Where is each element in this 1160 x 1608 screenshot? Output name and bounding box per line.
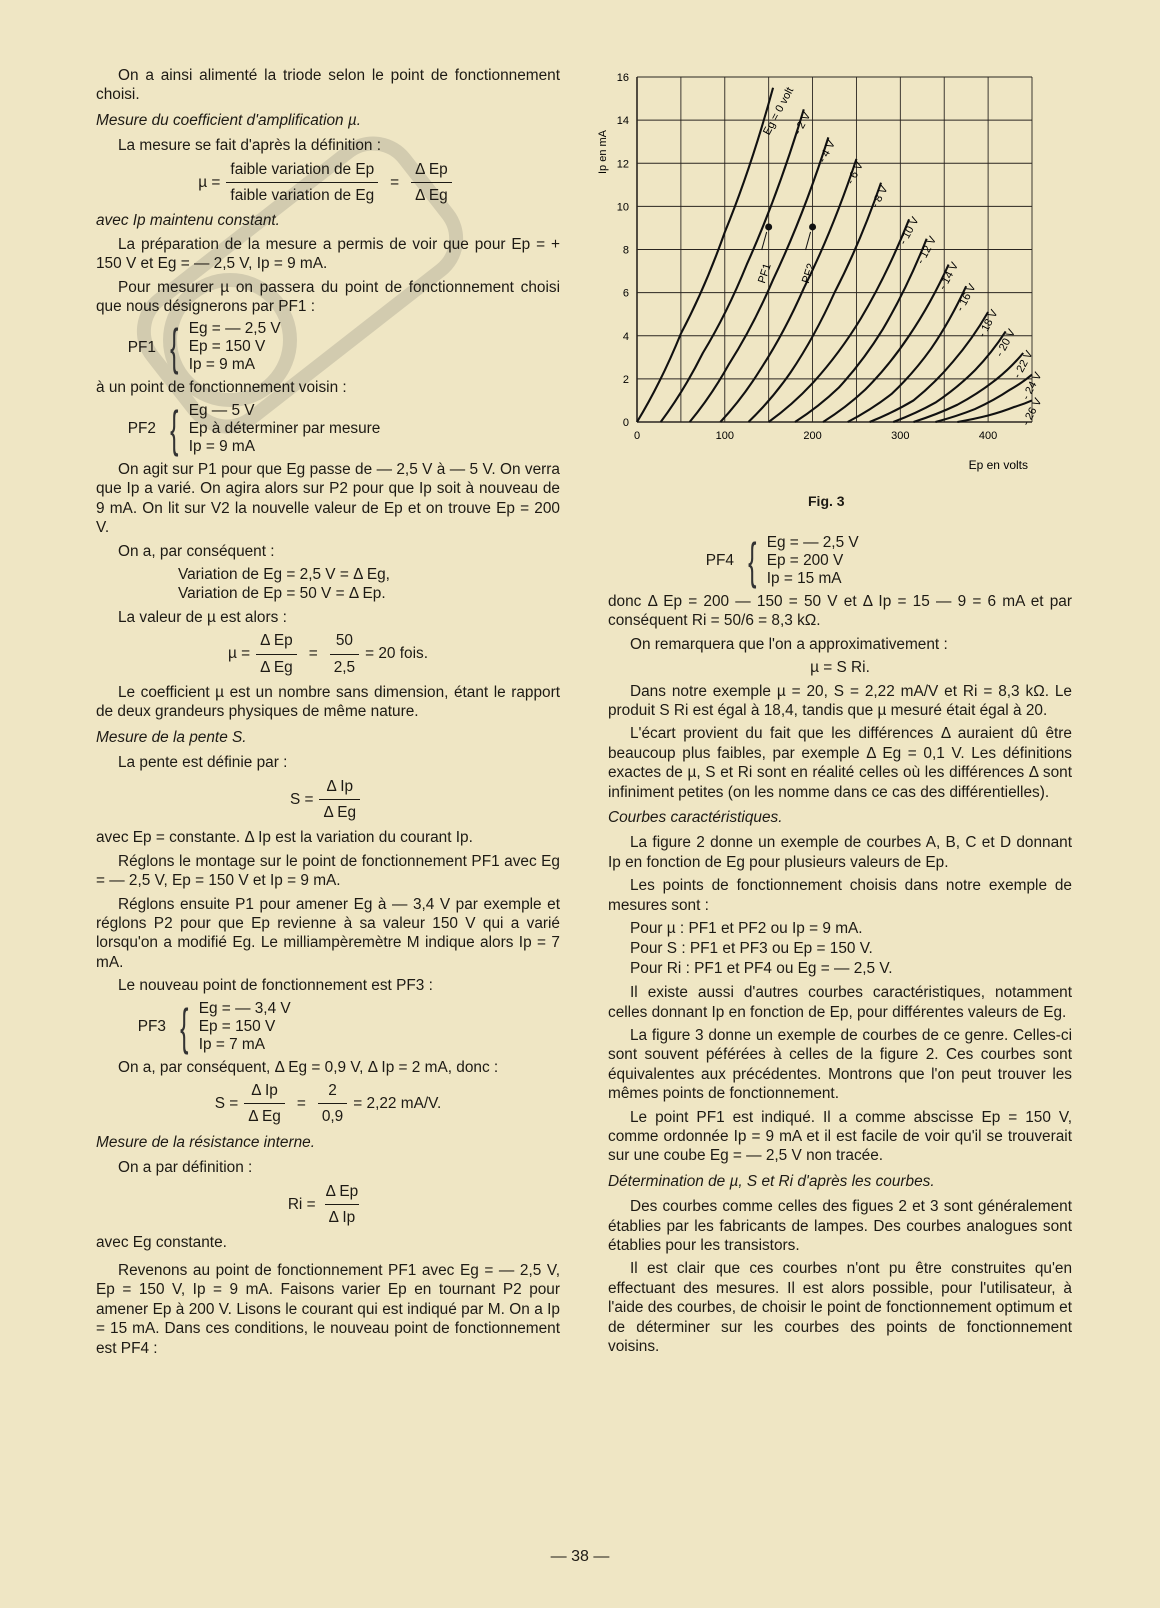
chart-curves — [637, 85, 1045, 427]
brace-icon: { — [170, 319, 179, 376]
numerator: Δ Ep — [415, 160, 448, 178]
denominator: Δ Ip — [325, 1204, 360, 1227]
y-tick-label: 16 — [616, 72, 629, 84]
chart-fig3 — [596, 64, 1066, 484]
equals: = — [296, 1095, 306, 1113]
curve-label: - 22 V — [1011, 348, 1036, 381]
pf-line: Ep à déterminer par mesure — [188, 419, 381, 437]
fraction — [226, 160, 378, 206]
y-tick-label: 6 — [622, 287, 629, 300]
equation-s-value — [96, 1081, 560, 1127]
pf-line: Eg = — 3,4 V — [198, 999, 291, 1017]
brace-icon: { — [748, 533, 757, 589]
paragraph: La figure 3 donne un exemple de courbes de ce genre. Celles-ci sont souvent péférées à celles de la figure 2. Ces courbes sont équivalentes aux précédentes. Montrons que l'on peut trouver les mêmes points de fonctionnement. — [608, 1026, 1072, 1103]
section-heading: Mesure de la pente S. — [96, 728, 247, 746]
list-item: Pour µ : PF1 et PF2 ou Ip = 9 mA. — [630, 920, 863, 938]
pf-line: Ep = 200 V — [766, 552, 844, 569]
equation-mu-value — [96, 631, 560, 677]
eq-result: = 2,22 mA/V. — [353, 1095, 442, 1113]
x-tick-label: 400 — [978, 430, 998, 442]
equals: = — [390, 173, 400, 191]
fraction — [411, 160, 452, 206]
y-tick-label: 14 — [616, 115, 629, 128]
fraction — [256, 631, 297, 677]
pf-label: PF2 — [127, 420, 156, 438]
operating-point-dot — [765, 223, 772, 230]
curve-eg-1 — [661, 109, 804, 422]
chart-grid — [637, 77, 1032, 422]
operating-point-label: PF1 — [756, 261, 774, 285]
denominator: faible variation de Eg — [226, 182, 378, 205]
eq-lhs: µ = — [198, 173, 221, 191]
paragraph: On a, par conséquent, Δ Eg = 0,9 V, Δ Ip = 2 mA, donc : — [118, 1058, 499, 1076]
denominator: Δ Eg — [411, 182, 452, 205]
equals: = — [308, 645, 318, 663]
paragraph: Des courbes comme celles des figues 2 et 3 sont généralement établies par les fabricants de lampes. Des courbes analogues sont établies pour les transistors. — [608, 1198, 1072, 1254]
pf-line: Ip = 9 mA — [188, 356, 256, 374]
pf-line: Ip = 15 mA — [766, 570, 842, 587]
fraction — [318, 1081, 347, 1127]
x-tick-label: 100 — [715, 430, 734, 442]
paragraph: La préparation de la mesure a permis de voir que pour Ep = + 150 V et Eg = — 2,5 V, Ip = 9 mA. — [96, 235, 560, 273]
paragraph: Le coefficient µ est un nombre sans dimension, étant le rapport de deux grandeurs physiques de même nature. — [96, 683, 560, 721]
right-column — [608, 532, 1072, 1360]
numerator: Δ Ip — [251, 1082, 278, 1100]
equation-s-definition — [96, 777, 560, 823]
pf-line: Eg — 5 V — [188, 401, 255, 419]
eq-lhs: Ri = — [287, 1195, 316, 1213]
paragraph: Il est clair que ces courbes n'ont pu être construites qu'en effectuant des mesures. Il est alors possible, pour l'utilisateur, à l'aide des courbes, de choisir le point de fonctionnement optimum et de déterminer sur les courbes des points de fonctionnement voisins. — [608, 1260, 1072, 1355]
curve-label: Eg = 0 volt — [761, 85, 797, 138]
paragraph: On a ainsi alimenté la triode selon le point de fonctionnement choisi. — [96, 67, 560, 104]
paragraph: avec Eg constante. — [96, 1234, 227, 1252]
denominator: 2,5 — [330, 654, 359, 677]
paragraph: Les points de fonctionnement choisis dans notre exemple de mesures sont : — [608, 877, 1072, 914]
section-heading: Détermination de µ, S et Ri d'après les courbes. — [608, 1172, 935, 1190]
paragraph: Le nouveau point de fonctionnement est PF3 : — [118, 977, 433, 995]
brace-icon: { — [170, 400, 179, 457]
paragraph: La mesure se fait d'après la définition : — [118, 137, 382, 155]
operating-point-pf2 — [96, 402, 560, 456]
numerator: Δ Ep — [325, 1182, 359, 1200]
pf-label: PF3 — [137, 1017, 166, 1035]
eq-lhs: S = — [289, 790, 314, 808]
pf-line: Ip = 9 mA — [188, 437, 256, 455]
y-tick-label: 8 — [622, 244, 629, 257]
curve-label: - 6 V — [844, 160, 867, 187]
curve-label: - 4 V — [816, 138, 838, 165]
numerator: Δ Ep — [260, 632, 293, 650]
section-heading: Mesure de la résistance interne. — [96, 1133, 316, 1151]
fraction — [244, 1081, 285, 1127]
list-item: Pour S : PF1 et PF3 ou Ep = 150 V. — [630, 940, 873, 958]
x-tick-label: 0 — [633, 430, 641, 442]
page-number: — 38 — — [550, 1548, 610, 1565]
curve-label: - 16 V — [954, 282, 979, 314]
curve-label: - 18 V — [976, 307, 1001, 340]
paragraph: Pour mesurer µ on passera du point de fonctionnement choisi que nous désignerons par PF1 : — [96, 278, 560, 316]
operating-point-pf3 — [96, 1000, 560, 1054]
curve-label: - 10 V — [897, 215, 922, 247]
x-tick-label: 200 — [803, 430, 822, 442]
paragraph: avec Ip maintenu constant. — [96, 212, 280, 230]
paragraph: avec Ep = constante. Δ Ip est la variation du courant Ip. — [96, 829, 473, 847]
paragraph: Il existe aussi d'autres courbes caractéristiques, notamment celles donnant Ip en fonction de Ep, pour différentes valeurs de Eg. — [608, 984, 1072, 1021]
equation-mu-definition — [96, 160, 560, 206]
curve-label: - 14 V — [936, 260, 962, 293]
pf-line: Ip = 7 mA — [198, 1035, 266, 1053]
curve-eg-0 — [637, 88, 773, 422]
paragraph: Réglons le montage sur le point de fonctionnement PF1 avec Eg = — 2,5 V, Ep = 150 V et Ip = 9 mA. — [96, 852, 560, 890]
y-tick-label: 0 — [622, 417, 629, 429]
numerator: 50 — [335, 632, 353, 650]
x-tick-label: 300 — [891, 430, 910, 442]
paragraph: La pente est définie par : — [118, 754, 288, 772]
curve-label: - 26 V — [1020, 396, 1045, 428]
arrow-icon — [762, 232, 767, 250]
variation-line: Variation de Eg = 2,5 V = Δ Eg, — [178, 565, 390, 583]
operating-point-label: PF2 — [799, 261, 818, 285]
section-heading: Mesure du coefficient d'amplification µ. — [96, 111, 362, 129]
paragraph: La valeur de µ est alors : — [118, 608, 287, 626]
denominator: 0,9 — [318, 1103, 347, 1126]
eq-lhs: S = — [214, 1095, 239, 1113]
list-item: Pour Ri : PF1 et PF4 ou Eg = — 2,5 V. — [630, 960, 893, 978]
paragraph: Le point PF1 est indiqué. Il a comme abscisse Ep = 150 V, comme ordonnée Ip = 9 mA et il est facile de voir qu'il se trouverait sur une coube Eg = — 2,5 V non tracée. — [608, 1108, 1072, 1165]
equation-approx: µ = S Ri. — [810, 659, 870, 677]
curve-label: - 8 V — [869, 183, 891, 211]
pf-label: PF1 — [127, 338, 156, 356]
paragraph: On agit sur P1 pour que Eg passe de — 2,5 V à — 5 V. On verra que Ip a varié. On agira alors sur P2 pour que Ip soit à nouveau de 9 mA. On lit sur V2 la nouvelle valeur de Ep et on trouve Ep = 200 V. — [96, 460, 560, 537]
fraction — [330, 631, 359, 677]
paragraph: L'écart provient du fait que les différences Δ auraient dû être beaucoup plus faibles, par exemple Δ Eg = 0,1 V. Les définitions exactes de µ, S et Ri sont en réalité celles où les différences Δ sont infiniment petites (on les nomme dans ce cas des différentielles). — [608, 725, 1072, 801]
paragraph: Revenons au point de fonctionnement PF1 avec Eg = — 2,5 V, Ep = 150 V, Ip = 9 mA. Faisons varier Ep en tournant P2 pour amener Ep à 200 V. Lisons le courant qui est indiqué par M. On a Ip = 15 mA. Dans ces conditions, le nouveau point de fonctionnement est PF4 : — [96, 1261, 560, 1357]
y-tick-label: 10 — [616, 201, 629, 214]
numerator: Δ Ip — [326, 777, 354, 795]
curve-eg-12 — [935, 375, 1032, 422]
numerator: 2 — [328, 1082, 337, 1100]
brace-icon: { — [180, 998, 189, 1055]
paragraph: On a par définition : — [118, 1159, 253, 1177]
variation-line: Variation de Ep = 50 V = Δ Ep. — [178, 585, 386, 603]
paragraph: On a, par conséquent : — [118, 542, 275, 560]
paragraph: à un point de fonctionnement voisin : — [96, 379, 347, 397]
curve-label: - 20 V — [993, 327, 1019, 359]
arrow-icon — [806, 232, 811, 250]
left-column — [96, 66, 560, 1362]
pf-line: Eg = — 2,5 V — [188, 320, 281, 338]
figure-caption: Fig. 3 — [808, 493, 845, 509]
paragraph: Dans notre exemple µ = 20, S = 2,22 mA/V et Ri = 8,3 kΩ. Le produit S Ri est égal à 18,4, tandis que µ mesuré était égal à 20. — [608, 682, 1072, 720]
y-tick-label: 12 — [616, 158, 629, 171]
pf-line: Ep = 150 V — [198, 1017, 276, 1035]
paragraph: Réglons ensuite P1 pour amener Eg à — 3,4 V par exemple et réglons P2 pour que Ep revienne à sa valeur 150 V qui a varié lorsqu'on a modifié Eg. Le milliampèremètre M indique alors Ip = 7 mA. — [96, 895, 560, 971]
operating-points-list — [630, 919, 1072, 979]
fraction — [319, 777, 360, 823]
pf-line: Eg = — 2,5 V — [766, 534, 859, 551]
numerator: faible variation de Ep — [230, 160, 375, 178]
y-tick-label: 4 — [622, 330, 629, 343]
pf-line: Ep = 150 V — [188, 338, 266, 356]
curve-label: - 12 V — [914, 234, 940, 267]
paragraph: donc Δ Ep = 200 — 150 = 50 V et Δ Ip = 15 — 9 = 6 mA et par conséquent Ri = 50/6 = 8,3 kΩ. — [608, 593, 1072, 630]
y-axis-label: Ip en mA — [597, 129, 609, 175]
pf-label: PF4 — [705, 552, 734, 570]
operating-point-dot — [809, 223, 816, 230]
operating-point-pf1 — [96, 320, 560, 374]
variation-lines — [178, 565, 560, 604]
paragraph: La figure 2 donne un exemple de courbes A, B, C et D donnant Ip en fonction de Eg pour plusieurs valeurs de Ep. — [608, 834, 1072, 871]
denominator: Δ Eg — [319, 799, 360, 822]
curve-label: - 24 V — [1020, 370, 1045, 402]
curve-label: - 2 V — [791, 110, 814, 137]
denominator: Δ Eg — [256, 654, 297, 677]
denominator: Δ Eg — [244, 1103, 285, 1126]
fraction — [322, 1182, 363, 1228]
section-heading: Courbes caractéristiques. — [608, 809, 783, 827]
chart-points — [756, 223, 818, 284]
paragraph: On remarquera que l'on a approximativement : — [630, 635, 948, 653]
equation-ri-definition — [96, 1182, 560, 1228]
eq-lhs: µ = — [228, 645, 251, 663]
operating-point-pf4 — [608, 534, 1072, 588]
eq-result: = 20 fois. — [365, 645, 428, 663]
y-tick-label: 2 — [622, 373, 629, 386]
x-axis-label: Ep en volts — [968, 458, 1028, 472]
